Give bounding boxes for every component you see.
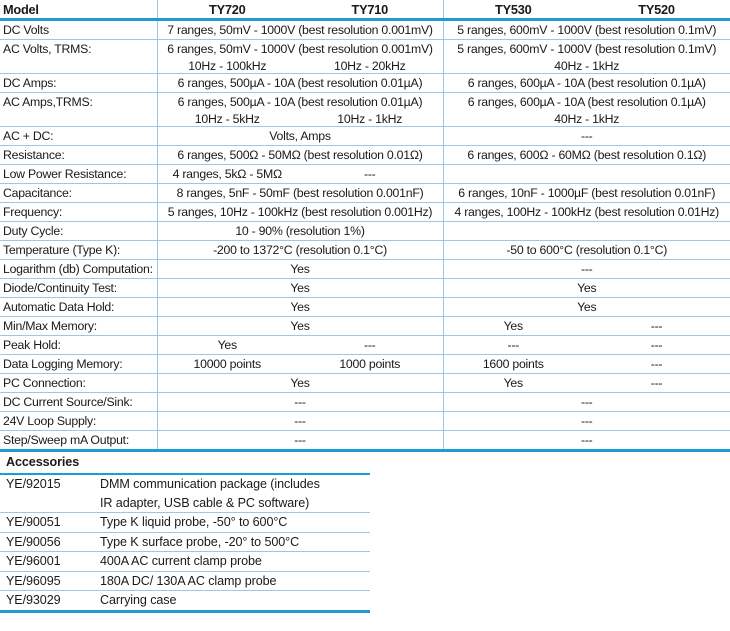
accessory-description: 180A DC/ 130A AC clamp probe xyxy=(100,573,277,588)
ty520-value: --- xyxy=(650,376,663,390)
accessory-code: YE/93029 xyxy=(6,593,61,608)
table-row xyxy=(0,260,730,279)
ty520-value: --- xyxy=(650,357,663,371)
table-row xyxy=(0,127,730,146)
row-label: Temperature (Type K): xyxy=(0,241,157,260)
row-label: Resistance: xyxy=(0,146,157,165)
table-row xyxy=(0,40,730,59)
ty530-ty520-value: Yes xyxy=(443,298,730,317)
ty530-ty520-value: 5 ranges, 600mV - 1000V (best resolution 0.1mV) xyxy=(443,20,730,40)
row-label: Frequency: xyxy=(0,203,157,222)
ty720-ty710-value: Yes xyxy=(290,262,310,276)
ty720-value: Yes xyxy=(217,338,237,352)
ty530-ty520-value: 6 ranges, 600µA - 10A (best resolution 0.1µA) xyxy=(443,74,730,93)
accessory-description: DMM communication package (includes xyxy=(100,477,320,492)
table-row xyxy=(0,20,730,40)
row-label: AC Volts, TRMS: xyxy=(0,40,157,59)
ty720-ty710-value: 6 ranges, 500µA - 10A (best resolution 0.01µA) xyxy=(177,76,423,90)
ty530-value: --- xyxy=(443,336,583,355)
ty520-value: --- xyxy=(650,338,663,352)
list-item xyxy=(0,494,370,513)
row-label: Duty Cycle: xyxy=(0,222,157,241)
ty530-ty520-value: --- xyxy=(443,127,730,146)
accessory-description: 400A AC current clamp probe xyxy=(100,554,262,569)
table-row xyxy=(0,241,730,260)
table-row xyxy=(0,412,730,431)
accessories-header-row xyxy=(0,451,370,474)
ty710-value: --- xyxy=(363,338,376,352)
ty530-value: 1600 points xyxy=(443,355,583,374)
ty720-value: 4 ranges, 5kΩ - 5MΩ xyxy=(172,167,282,181)
ty530-ty520-value: 4 ranges, 100Hz - 100kHz (best resolution 0.01Hz) xyxy=(443,203,730,222)
table-row xyxy=(0,165,730,184)
row-label: AC + DC: xyxy=(0,127,157,146)
ty530-ty520-value: --- xyxy=(443,431,730,451)
row-label: Diode/Continuity Test: xyxy=(0,279,157,298)
ty530-ty520-value: -50 to 600°C (resolution 0.1°C) xyxy=(443,241,730,260)
accessories-table xyxy=(0,451,370,613)
ty530-ty520-value: 5 ranges, 600mV - 1000V (best resolution 0.1mV) xyxy=(443,40,730,59)
ty720-ty710-value: --- xyxy=(294,395,306,409)
list-item xyxy=(0,571,370,591)
ty520-value: --- xyxy=(650,319,663,333)
table-row xyxy=(0,279,730,298)
ty720-ty710-value: -200 to 1372°C (resolution 0.1°C) xyxy=(213,243,387,257)
table-row xyxy=(0,355,730,374)
ty530-ty520-value: Yes xyxy=(443,279,730,298)
accessory-code: YE/92015 xyxy=(6,477,61,492)
ty720-ty710-value: Yes xyxy=(290,300,310,314)
row-label: DC Current Source/Sink: xyxy=(0,393,157,412)
row-label: 24V Loop Supply: xyxy=(0,412,157,431)
accessory-description: Type K surface probe, -20° to 500°C xyxy=(100,534,300,549)
table-row xyxy=(0,93,730,112)
ty720-ty710-value: Yes xyxy=(290,281,310,295)
ty530-value: Yes xyxy=(443,374,583,393)
ty530-ty520-value: 6 ranges, 600Ω - 60MΩ (best resolution 0.1Ω) xyxy=(443,146,730,165)
list-item xyxy=(0,513,370,533)
table-row xyxy=(0,184,730,203)
ty530-ty520-value: 6 ranges, 600µA - 10A (best resolution 0.1µA) xyxy=(443,93,730,112)
model-header: Model xyxy=(0,0,157,20)
ty530-ty520-value: 40Hz - 1kHz xyxy=(443,111,730,127)
row-label: AC Amps,TRMS: xyxy=(0,93,157,112)
ty530-ty520-value: --- xyxy=(443,393,730,412)
ty720-ty710-value: Yes xyxy=(290,376,310,390)
row-label: Automatic Data Hold: xyxy=(0,298,157,317)
ty530-ty520-value: --- xyxy=(443,260,730,279)
accessory-code: YE/90056 xyxy=(6,534,61,549)
table-row xyxy=(0,203,730,222)
ty710-value: 10Hz - 1kHz xyxy=(337,111,403,126)
row-label: DC Amps: xyxy=(0,74,157,93)
ty720-value: 10000 points xyxy=(193,357,261,371)
ty710-header: TY710 xyxy=(351,1,388,17)
row-label: Step/Sweep mA Output: xyxy=(0,431,157,451)
table-row xyxy=(0,393,730,412)
ty720-ty710-value: 5 ranges, 10Hz - 100kHz (best resolution 0.001Hz) xyxy=(167,205,433,219)
ty520-header: TY520 xyxy=(638,1,675,17)
ty720-ty710-value: 10 - 90% (resolution 1%) xyxy=(235,224,365,238)
ty720-ty710-value: 8 ranges, 5nF - 50mF (best resolution 0.001nF) xyxy=(176,186,424,200)
list-item xyxy=(0,591,370,612)
row-label: Data Logging Memory: xyxy=(0,355,157,374)
accessory-code: YE/90051 xyxy=(6,515,61,530)
table-row xyxy=(0,431,730,451)
ty530-header: TY530 xyxy=(443,0,583,20)
ty530-ty520-value: --- xyxy=(443,412,730,431)
table-row xyxy=(0,58,730,74)
table-row xyxy=(0,336,730,355)
list-item xyxy=(0,532,370,552)
ty710-value: 10Hz - 20kHz xyxy=(334,58,406,73)
ty720-value: 10Hz - 5kHz xyxy=(194,111,260,126)
ty720-value: 10Hz - 100kHz xyxy=(188,58,267,73)
table-row xyxy=(0,298,730,317)
accessory-code: YE/96095 xyxy=(6,573,61,588)
ty720-ty710-value: --- xyxy=(294,433,306,447)
row-label: Logarithm (db) Computation: xyxy=(0,260,157,279)
accessories-title: Accessories xyxy=(6,455,80,469)
ty710-value: --- xyxy=(363,167,376,181)
row-label: PC Connection: xyxy=(0,374,157,393)
table-row xyxy=(0,146,730,165)
table-row xyxy=(0,317,730,336)
ty720-ty710-value: --- xyxy=(294,414,306,428)
ty720-ty710-value: Volts, Amps xyxy=(269,129,331,143)
table-header-row xyxy=(0,0,730,20)
ty530-ty520-value: 40Hz - 1kHz xyxy=(443,58,730,74)
list-item xyxy=(0,474,370,494)
accessory-code: YE/96001 xyxy=(6,554,61,569)
row-label: Capacitance: xyxy=(0,184,157,203)
row-label: Peak Hold: xyxy=(0,336,157,355)
accessory-description: IR adapter, USB cable & PC software) xyxy=(100,495,310,510)
table-row xyxy=(0,74,730,93)
accessory-description: Carrying case xyxy=(100,593,177,608)
row-label: Min/Max Memory: xyxy=(0,317,157,336)
ty720-ty710-value: 7 ranges, 50mV - 1000V (best resolution 0.001mV) xyxy=(167,23,433,37)
ty720-ty710-value: Yes xyxy=(290,319,310,333)
table-row xyxy=(0,222,730,241)
ty720-ty710-value: 6 ranges, 500Ω - 50MΩ (best resolution 0.01Ω) xyxy=(177,148,423,162)
ty720-ty710-value: 6 ranges, 50mV - 1000V (best resolution 0.001mV) xyxy=(167,42,433,56)
ty530-ty520-value: 6 ranges, 10nF - 1000µF (best resolution 0.01nF) xyxy=(443,184,730,203)
list-item xyxy=(0,552,370,572)
table-row xyxy=(0,374,730,393)
accessory-description: Type K liquid probe, -50° to 600°C xyxy=(100,515,288,530)
ty720-header: TY720 xyxy=(209,1,246,17)
ty710-value: 1000 points xyxy=(339,357,401,371)
row-label: Low Power Resistance: xyxy=(0,165,157,184)
row-label: DC Volts xyxy=(0,20,157,40)
ty530-value: Yes xyxy=(443,317,583,336)
ty720-ty710-value: 6 ranges, 500µA - 10A (best resolution 0.01µA) xyxy=(177,95,423,109)
table-row xyxy=(0,111,730,127)
